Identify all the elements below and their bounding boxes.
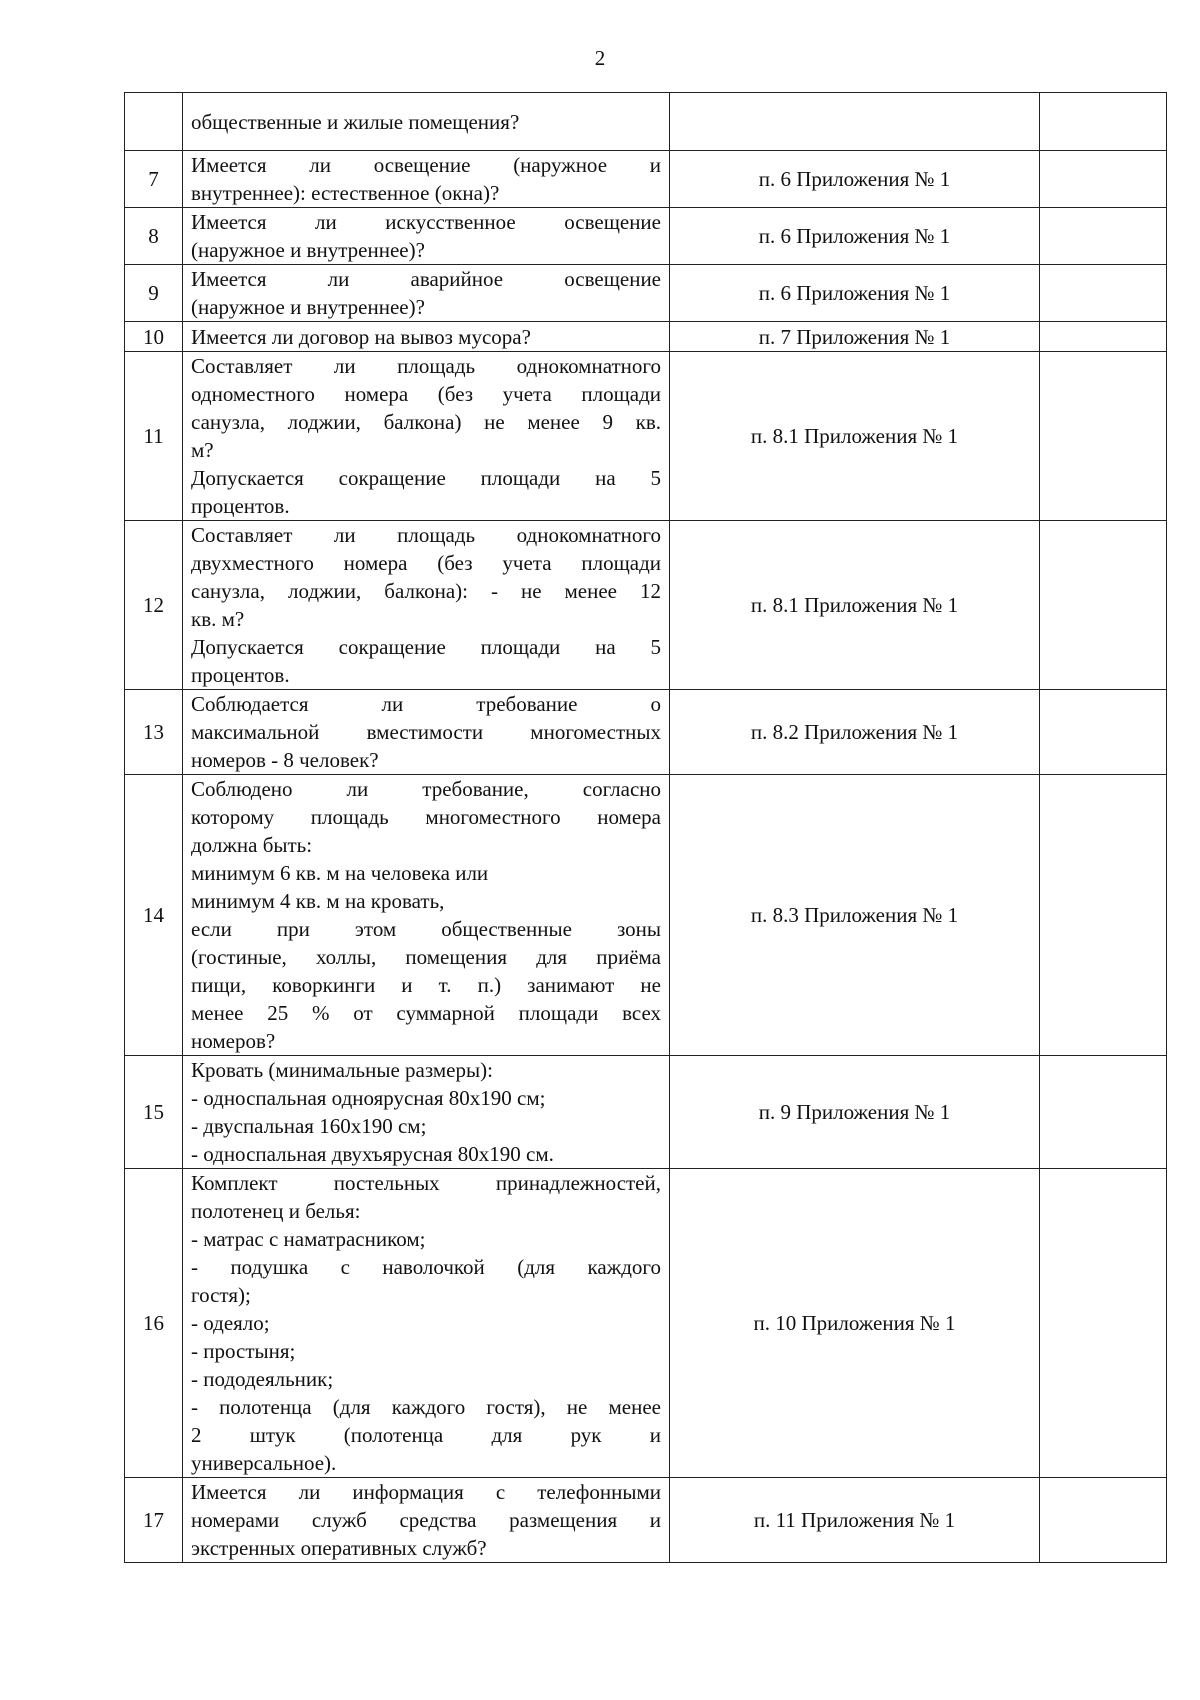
answer-cell <box>1040 1169 1167 1478</box>
requirement-question <box>183 322 670 352</box>
row-number: 15 <box>125 1056 183 1169</box>
question-line: должна быть: <box>191 833 313 857</box>
question-line: - односпальная двухъярусная 80х190 см. <box>191 1142 554 1166</box>
question-line: - простыня; <box>191 1339 296 1363</box>
row-number: 16 <box>125 1169 183 1478</box>
question-line: Допускается сокращение площади на 5 <box>191 466 661 490</box>
row-number: 12 <box>125 521 183 690</box>
answer-cell <box>1040 775 1167 1056</box>
table-row <box>125 93 1167 151</box>
regulation-reference: п. 9 Приложения № 1 <box>670 1056 1040 1169</box>
table-row <box>125 521 1167 690</box>
regulation-reference: п. 7 Приложения № 1 <box>670 322 1040 352</box>
table-row <box>125 1056 1167 1169</box>
question-line: Составляет ли площадь однокомнатного <box>191 523 661 547</box>
question-line: - подушка с наволочкой (для каждого <box>191 1255 661 1279</box>
regulation-reference: п. 10 Приложения № 1 <box>670 1169 1040 1478</box>
regulation-reference: п. 8.1 Приложения № 1 <box>670 521 1040 690</box>
question-line: процентов. <box>191 663 290 687</box>
table-row <box>125 1478 1167 1563</box>
requirement-question <box>183 93 670 151</box>
question-line: - матрас с наматрасником; <box>191 1227 426 1251</box>
checklist-table <box>124 92 1167 1563</box>
answer-cell <box>1040 1478 1167 1563</box>
question-line: Соблюдается ли требование о <box>191 692 661 716</box>
question-line: Имеется ли аварийное освещение <box>191 267 661 291</box>
question-line: гостя); <box>191 1283 251 1307</box>
table-row <box>125 208 1167 265</box>
question-line: общественные и жилые помещения? <box>191 109 520 134</box>
question-line: номеров - 8 человек? <box>191 748 379 772</box>
question-line: полотенец и белья: <box>191 1199 361 1223</box>
question-line: менее 25 % от суммарной площади всех <box>191 1001 661 1025</box>
question-line: Имеется ли освещение (наружное и <box>191 153 661 177</box>
answer-cell <box>1040 1056 1167 1169</box>
answer-cell <box>1040 208 1167 265</box>
regulation-reference: п. 11 Приложения № 1 <box>670 1478 1040 1563</box>
answer-cell <box>1040 521 1167 690</box>
question-line: - пододеяльник; <box>191 1367 334 1391</box>
table-row <box>125 775 1167 1056</box>
requirement-question <box>183 521 670 690</box>
regulation-reference: п. 6 Приложения № 1 <box>670 208 1040 265</box>
row-number: 7 <box>125 151 183 208</box>
requirement-question <box>183 690 670 775</box>
requirement-question <box>183 1056 670 1169</box>
row-number: 14 <box>125 775 183 1056</box>
row-number: 10 <box>125 322 183 352</box>
regulation-reference: п. 8.1 Приложения № 1 <box>670 352 1040 521</box>
row-number: 17 <box>125 1478 183 1563</box>
question-line: - двуспальная 160х190 см; <box>191 1114 427 1138</box>
table-row <box>125 690 1167 775</box>
question-line: Составляет ли площадь однокомнатного <box>191 354 661 378</box>
question-line: Комплект постельных принадлежностей, <box>191 1171 661 1195</box>
question-line: - одеяло; <box>191 1311 270 1335</box>
question-line: (наружное и внутреннее)? <box>191 295 425 319</box>
question-line: минимум 6 кв. м на человека или <box>191 861 489 885</box>
question-line: - односпальная одноярусная 80х190 см; <box>191 1086 546 1110</box>
question-line: (гостиные, холлы, помещения для приёма <box>191 945 661 969</box>
row-number <box>125 93 183 151</box>
question-line: Имеется ли информация с телефонными <box>191 1480 661 1504</box>
answer-cell <box>1040 93 1167 151</box>
question-line: внутреннее): естественное (окна)? <box>191 181 500 205</box>
table-row <box>125 265 1167 322</box>
page-number: 2 <box>594 46 606 70</box>
question-line: кв. м? <box>191 607 245 631</box>
question-line: Имеется ли искусственное освещение <box>191 210 661 234</box>
requirement-question <box>183 775 670 1056</box>
question-line: которому площадь многоместного номера <box>191 805 661 829</box>
question-line: номерами служб средства размещения и <box>191 1508 661 1532</box>
question-line: максимальной вместимости многоместных <box>191 720 661 744</box>
question-line: номеров? <box>191 1029 276 1053</box>
answer-cell <box>1040 352 1167 521</box>
row-number: 8 <box>125 208 183 265</box>
requirement-question <box>183 1478 670 1563</box>
row-number: 11 <box>125 352 183 521</box>
question-line: санузла, лоджии, балкона) не менее 9 кв. <box>191 410 661 434</box>
question-line: экстренных оперативных служб? <box>191 1536 487 1560</box>
question-line: Соблюдено ли требование, согласно <box>191 777 661 801</box>
row-number: 9 <box>125 265 183 322</box>
regulation-reference <box>670 93 1040 151</box>
question-line: 2 штук (полотенца для рук и <box>191 1423 661 1447</box>
regulation-reference: п. 6 Приложения № 1 <box>670 151 1040 208</box>
question-line: Кровать (минимальные размеры): <box>191 1058 493 1082</box>
requirement-question <box>183 151 670 208</box>
answer-cell <box>1040 322 1167 352</box>
requirement-question <box>183 1169 670 1478</box>
question-line: Допускается сокращение площади на 5 <box>191 635 661 659</box>
question-line: минимум 4 кв. м на кровать, <box>191 889 445 913</box>
requirement-question <box>183 352 670 521</box>
regulation-reference: п. 6 Приложения № 1 <box>670 265 1040 322</box>
answer-cell <box>1040 265 1167 322</box>
table-row <box>125 1169 1167 1478</box>
table-row <box>125 352 1167 521</box>
table-row <box>125 151 1167 208</box>
requirement-question <box>183 208 670 265</box>
question-line: (наружное и внутреннее)? <box>191 238 425 262</box>
row-number: 13 <box>125 690 183 775</box>
answer-cell <box>1040 151 1167 208</box>
question-line: двухместного номера (без учета площади <box>191 551 661 575</box>
question-line: процентов. <box>191 494 290 518</box>
answer-cell <box>1040 690 1167 775</box>
question-line: - полотенца (для каждого гостя), не менее <box>191 1395 661 1419</box>
question-line: универсальное). <box>191 1451 337 1475</box>
table-row <box>125 322 1167 352</box>
requirement-question <box>183 265 670 322</box>
question-line: Имеется ли договор на вывоз мусора? <box>191 324 531 349</box>
question-line: санузла, лоджии, балкона): - не менее 12 <box>191 579 661 603</box>
question-line: если при этом общественные зоны <box>191 917 661 941</box>
question-line: одноместного номера (без учета площади <box>191 382 661 406</box>
regulation-reference: п. 8.3 Приложения № 1 <box>670 775 1040 1056</box>
question-line: пищи, коворкинги и т. п.) занимают не <box>191 973 661 997</box>
regulation-reference: п. 8.2 Приложения № 1 <box>670 690 1040 775</box>
question-line: м? <box>191 438 214 462</box>
